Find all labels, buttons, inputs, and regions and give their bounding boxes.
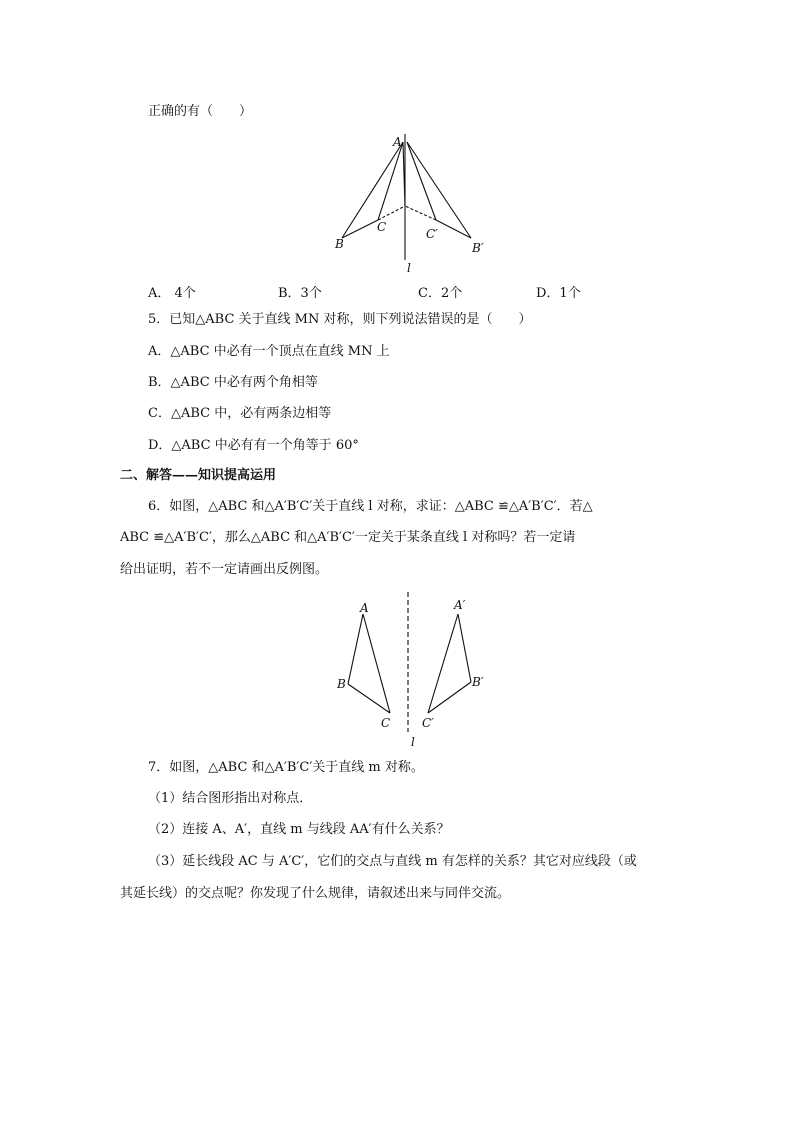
label-B: B (335, 237, 344, 251)
label-B-prime: B′ (472, 675, 484, 689)
q4-option-a: A． 4个 (148, 286, 196, 301)
q5-option-c: C．△ABC 中，必有两条边相等 (148, 406, 332, 421)
q5-option-d: D．△ABC 中必有有一个角等于 60° (148, 438, 359, 453)
label-l: l (411, 735, 415, 749)
q5-stem: 5．已知△ABC 关于直线 MN 对称，则下列说法错误的是（ ） (148, 312, 532, 327)
label-C-prime: C′ (426, 227, 438, 241)
q6-line2: ABC ≌△A′B′C′，那么△ABC 和△A′B′C′一定关于某条直线 l 对称吗？若一定请 (120, 530, 576, 545)
label-C: C (381, 716, 391, 730)
q7-stem: 7．如图，△ABC 和△A′B′C′关于直线 m 对称。 (148, 760, 424, 775)
q5-option-b: B．△ABC 中必有两个角相等 (148, 375, 318, 390)
label-l: l (407, 261, 411, 275)
q4-options (148, 282, 608, 301)
q7-sub1: （1）结合图形指出对称点． (148, 791, 313, 806)
q4-option-c: C．2个 (418, 286, 463, 301)
q4-stem-tail: 正确的有（ ） (148, 104, 253, 119)
q6-line3: 给出证明，若不一定请画出反例图。 (120, 562, 329, 577)
label-B: B (337, 677, 346, 691)
figure-q4 (330, 130, 490, 276)
figure-q6 (330, 588, 490, 750)
label-C-prime: C′ (422, 716, 434, 730)
q7-sub2: （2）连接 A、A′，直线 m 与线段 AA′有什么关系？ (148, 822, 450, 837)
q5-option-a: A．△ABC 中必有一个顶点在直线 MN 上 (148, 344, 390, 359)
q6-line1: 6．如图，△ABC 和△A′B′C′关于直线 l 对称，求证：△ABC ≌△A′B′C′．若△ (148, 499, 593, 514)
label-A: A (393, 135, 402, 149)
q7-sub3-line2: 其延长线）的交点呢？你发现了什么规律，请叙述出来与同伴交流。 (120, 886, 511, 901)
q4-option-b: B．3个 (278, 286, 322, 301)
q7-sub3-line1: （3）延长线段 AC 与 A′C′，它们的交点与直线 m 有怎样的关系？其它对应线段（或 (148, 854, 637, 869)
label-B-prime: B′ (472, 241, 484, 255)
section-heading: 二、解答——知识提高运用 (120, 468, 277, 483)
label-C: C (377, 220, 387, 234)
q4-option-d: D．1个 (536, 286, 581, 301)
label-A-prime: A′ (454, 598, 466, 612)
label-A: A (360, 601, 369, 615)
